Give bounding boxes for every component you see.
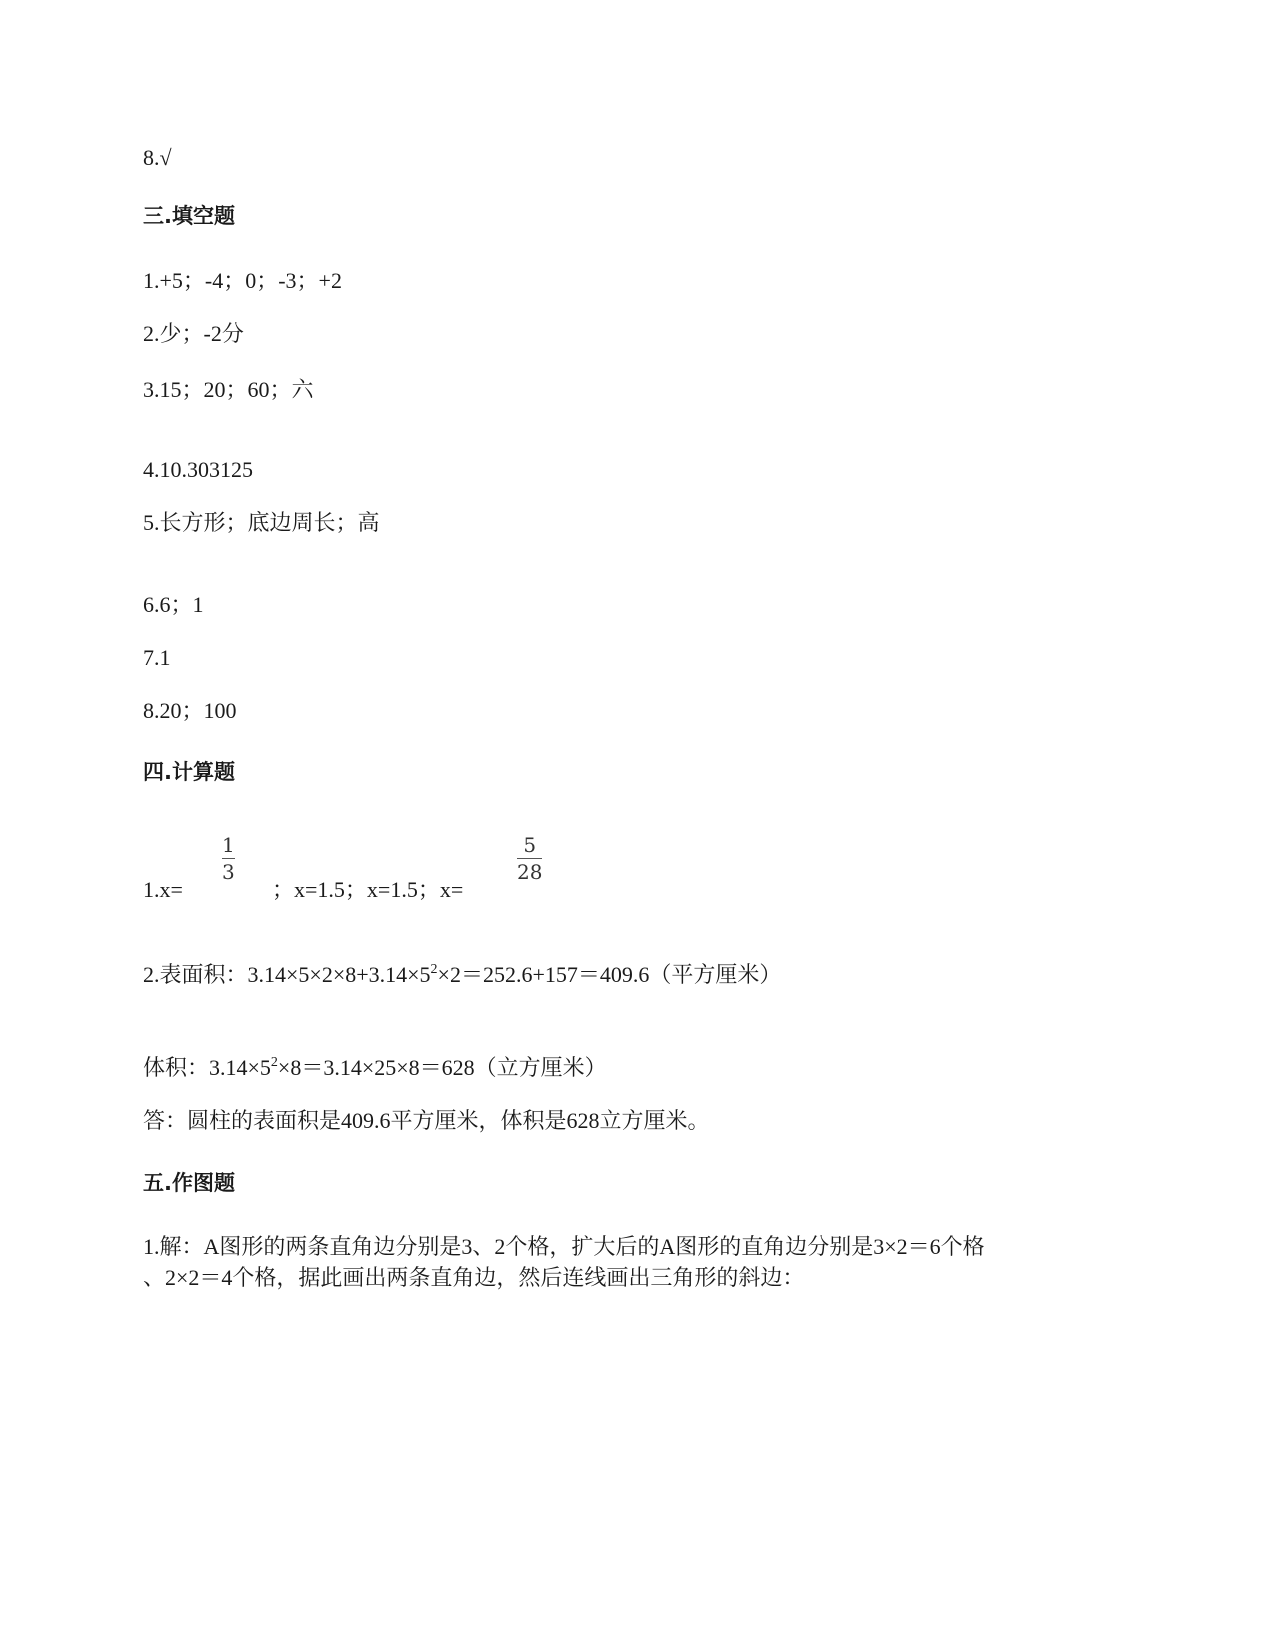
volume-formula-part2: ×8＝3.14×25×8＝628（立方厘米） — [277, 1055, 607, 1080]
fraction-one-third — [222, 835, 235, 882]
volume-formula-part1: 体积：3.14×5 — [143, 1055, 271, 1080]
calc-q1-prefix: 1.x= — [143, 877, 183, 902]
surface-formula-part2: ×2＝252.6+157＝409.6（平方厘米） — [437, 962, 782, 987]
fill-item-1: 1.+5；-4；0；-3；+2 — [143, 268, 342, 293]
fill-item-4: 4.10.303125 — [143, 457, 253, 482]
calc-q2-volume — [143, 1057, 607, 1079]
fill-item-6: 6.6；1 — [143, 592, 204, 617]
surface-formula-part1: 2.表面积：3.14×5×2×8+3.14×5 — [143, 962, 431, 987]
fraction-denominator: 28 — [517, 860, 543, 884]
drawing-q1-line2: 、2×2＝4个格，据此画出两条直角边，然后连线画出三角形的斜边： — [143, 1265, 805, 1290]
fraction-bar — [517, 858, 542, 859]
calc-q2-answer: 答：圆柱的表面积是409.6平方厘米，体积是628立方厘米。 — [143, 1108, 710, 1133]
fill-item-2: 2.少；-2分 — [143, 321, 244, 346]
fill-item-7: 7.1 — [143, 645, 171, 670]
judge-item-8: 8.√ — [143, 145, 172, 170]
fraction-bar — [222, 858, 235, 859]
drawing-q1-line1: 1.解：A图形的两条直角边分别是3、2个格，扩大后的A图形的直角边分别是3×2＝6个格 — [143, 1234, 985, 1259]
fill-item-8: 8.20；100 — [143, 698, 237, 723]
fill-item-5: 5.长方形；底边周长；高 — [143, 510, 380, 535]
fraction-numerator: 1 — [222, 833, 235, 857]
fill-item-3: 3.15；20；60；六 — [143, 377, 314, 402]
calc-q1-middle: ；x=1.5；x=1.5；x= — [272, 877, 464, 902]
fraction-numerator: 5 — [523, 833, 537, 857]
exponent: 2 — [430, 962, 438, 977]
calc-q2-surface-area — [143, 964, 781, 986]
section-heading-drawing: 五.作图题 — [143, 1171, 235, 1195]
section-heading-fill-blank: 三.填空题 — [143, 204, 235, 228]
exponent: 2 — [270, 1055, 278, 1070]
fraction-denominator: 3 — [222, 860, 235, 884]
fraction-five-28ths — [517, 835, 542, 882]
section-heading-calculation: 四.计算题 — [143, 760, 235, 784]
